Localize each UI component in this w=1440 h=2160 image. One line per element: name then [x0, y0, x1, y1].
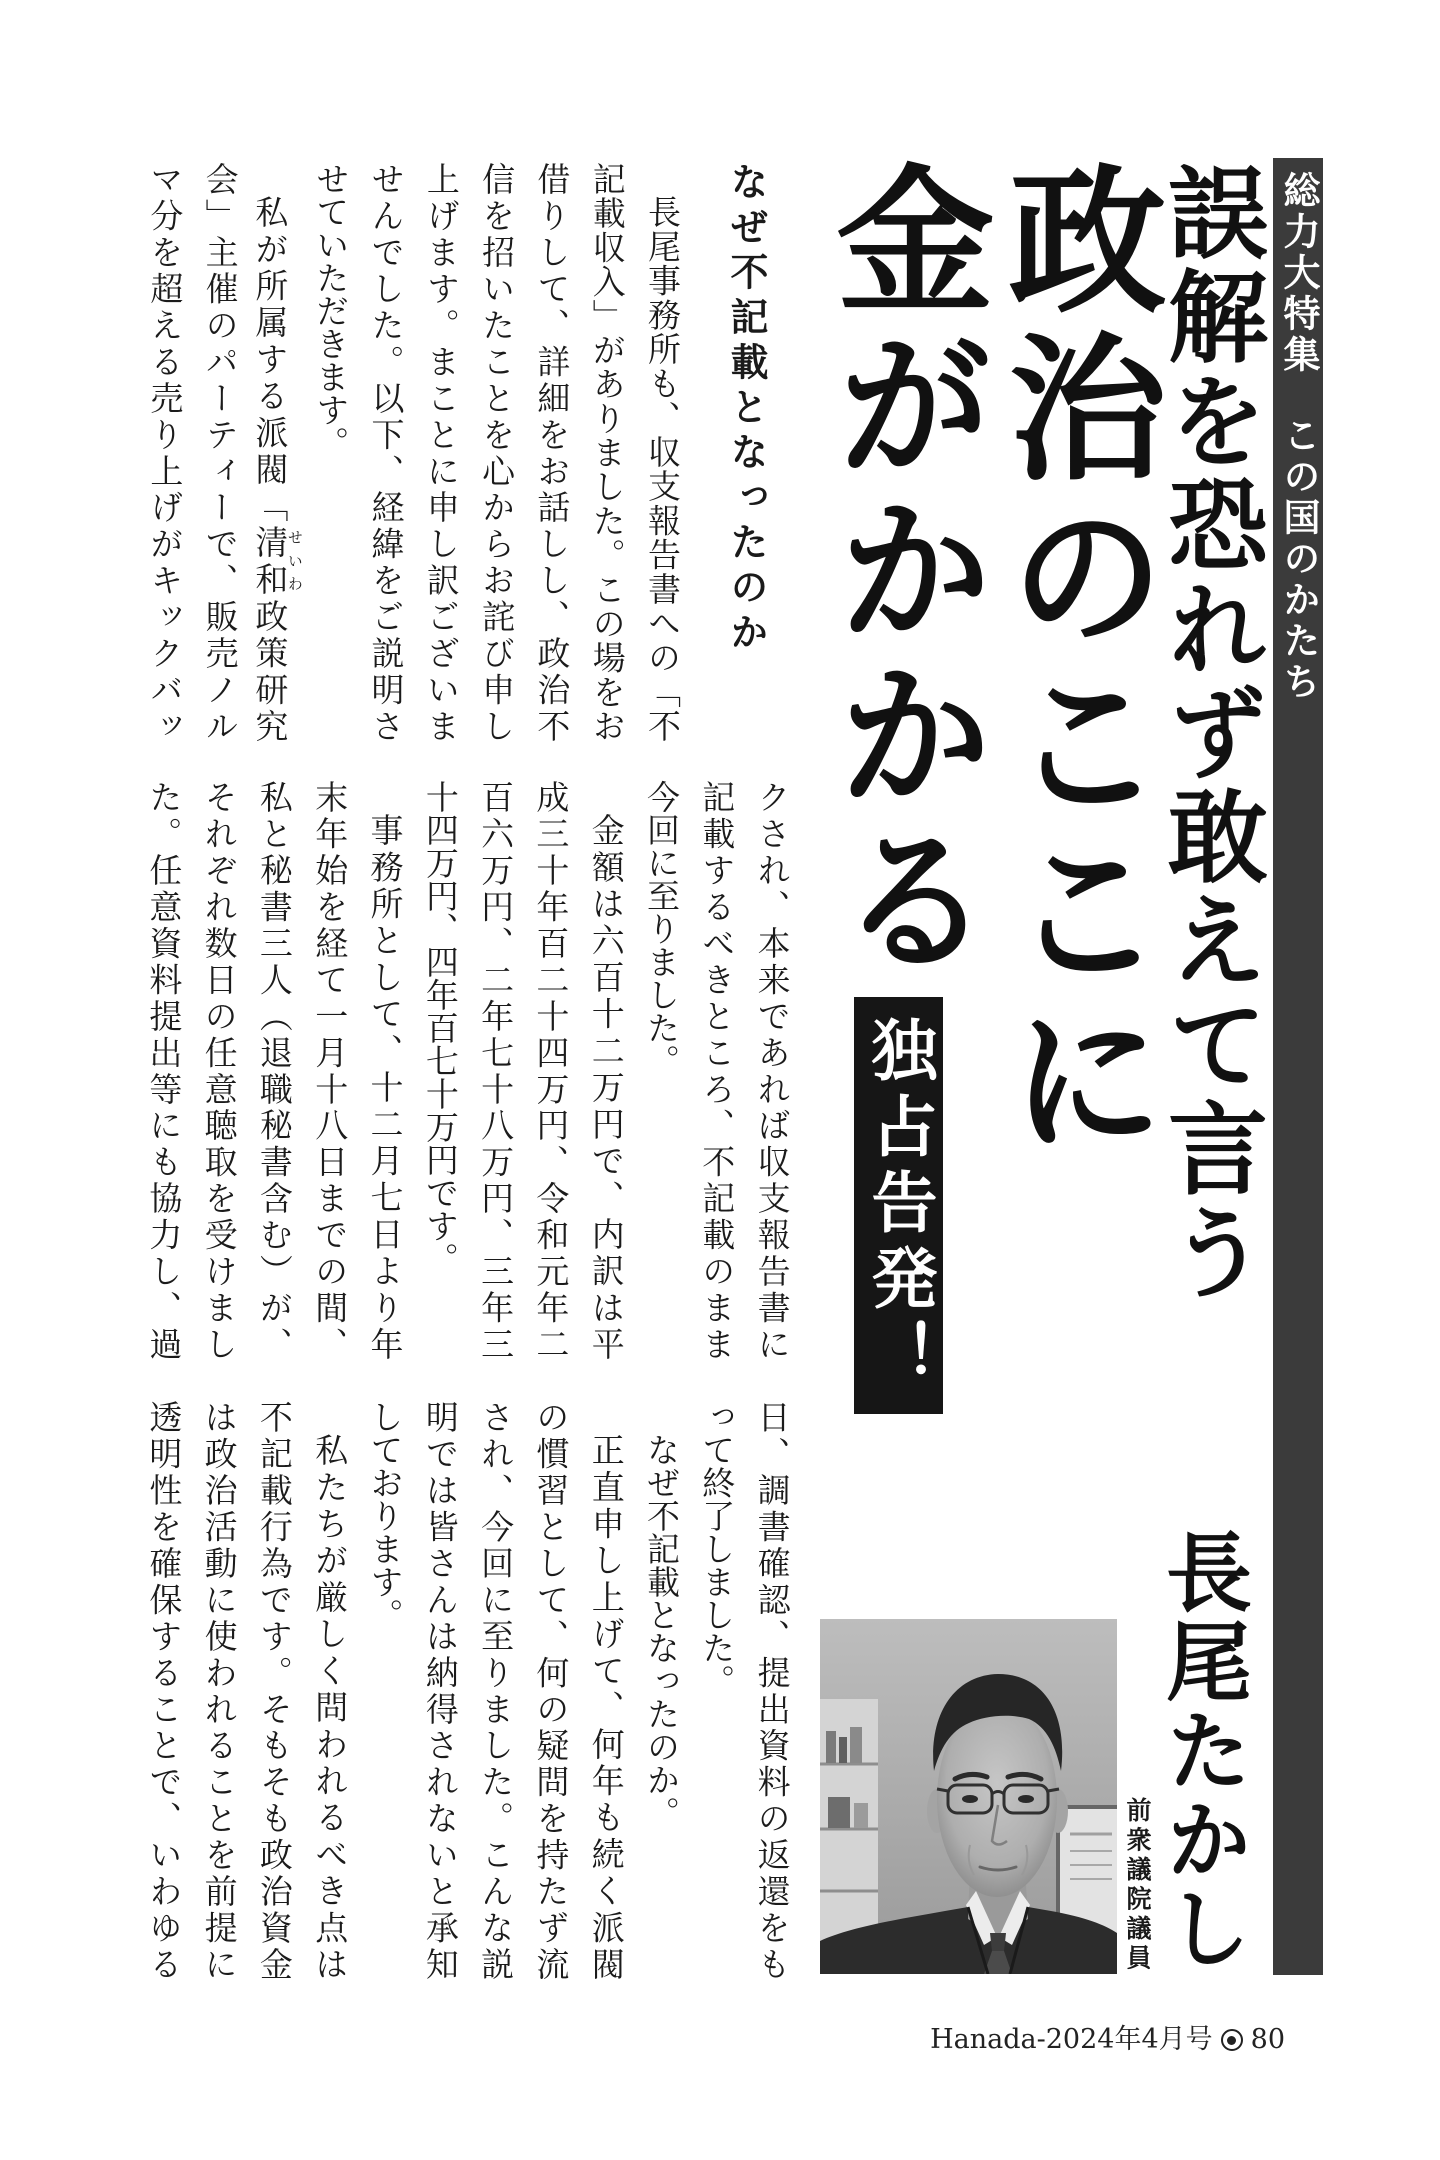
feature-title: この国のかたち — [1277, 416, 1320, 703]
article-column: 事務所として、十二月七日より年 — [365, 813, 405, 1360]
article-column: 記載収入」がありました。この場をお — [587, 162, 627, 742]
article-column: って終了しました。 — [697, 1400, 737, 1697]
article-column: の慣習として、何の疑問を持たず流 — [531, 1400, 571, 1980]
headline-line-2: 政治のここに — [982, 158, 1166, 1166]
article-column: 百六万円、二年七十八万円、三年三 — [476, 780, 516, 1360]
article-column: た。任意資料提出等にも協力し、過 — [144, 780, 184, 1360]
article-column: 不記載行為です。そもそも政治資金 — [254, 1400, 294, 1980]
ruby-reading: せいわ — [285, 525, 304, 596]
article-subheading: なぜ不記載となったのか — [724, 162, 768, 657]
author-photo — [820, 1619, 1117, 1974]
article-column: せていただきます。 — [311, 162, 351, 459]
article-column: 正直申し上げて、何年も続く派閥 — [586, 1433, 626, 1980]
circled-dot-icon — [1221, 2029, 1243, 2051]
article-lower-block — [136, 1400, 800, 1980]
article-column: なぜ不記載となったのか。 — [642, 1433, 681, 1829]
author-name: 長尾たかし — [1151, 1528, 1252, 1973]
article-column: 明では皆さんは納得されないと承知 — [420, 1400, 460, 1980]
article-column: マ分を超える売り上げがキックバッ — [145, 162, 185, 742]
article-column: 私たちが厳しく問われるべき点は — [310, 1433, 350, 1980]
column-text: 私が所属する派閥「 — [250, 195, 290, 526]
ruby-annotation — [250, 525, 304, 599]
article-column: 長尾事務所も、収支報告書への「不 — [643, 195, 682, 742]
article-column: せんでした。以下、経緯をご説明さ — [366, 162, 406, 742]
article-column: 透明性を確保することで、いわゆる — [144, 1400, 184, 1980]
column-text: 政策研究 — [250, 598, 290, 743]
article-column: 私と秘書三人（退職秘書含む）が、 — [254, 780, 294, 1360]
article-column: 日、調書確認、提出資料の返還をも — [752, 1400, 792, 1980]
article-column-with-ruby — [248, 162, 303, 742]
article-column: 借りして、詳細をお話しし、政治不 — [532, 162, 572, 742]
ruby-base: 清和 — [250, 525, 290, 599]
feature-label: 総力大特集 — [1277, 171, 1320, 376]
magazine-issue: Hanada-2024年4月号 — [930, 2024, 1213, 2055]
article-column: 金額は六百十二万円で、内訳は平 — [586, 813, 626, 1360]
article-column: 記載するべきところ、不記載のまま — [697, 780, 737, 1360]
author-portrait-image — [820, 1619, 1117, 1974]
page-footer — [930, 2022, 1285, 2058]
article-column: 末年始を経て一月十八日までの間、 — [310, 780, 350, 1360]
article-column: 今回に至りました。 — [642, 780, 681, 1077]
article-column: それぞれ数日の任意聴取を受けまし — [199, 780, 239, 1360]
article-column: 上げます。まことに申し訳ございま — [421, 162, 461, 743]
article-column: 会」主催のパーティーで、販売ノル — [200, 162, 240, 742]
article-column: しております。 — [365, 1400, 405, 1631]
article-column: 十四万円、四年百七十万円です。 — [420, 780, 460, 1275]
article-column: クされ、本来であれば収支報告書に — [752, 780, 792, 1360]
article-middle-block — [136, 780, 800, 1360]
headline-line-3: 金がかかる — [810, 158, 994, 983]
article-upper-block — [137, 162, 690, 742]
headline-line-1: 誤解を恐れず敢えて言う — [1151, 161, 1268, 1305]
article-column: は政治活動に使われることを前提に — [199, 1400, 239, 1980]
article-column: 成三十年百二十四万円、令和元年二 — [531, 780, 571, 1360]
article-column: され、今回に至りました。こんな説 — [476, 1400, 516, 1980]
author-title: 前衆議院議員 — [1123, 1797, 1152, 1974]
exclusive-badge: 独占告発！ — [854, 997, 943, 1414]
feature-strip — [1273, 158, 1323, 1975]
page-number: 80 — [1250, 2024, 1285, 2055]
article-column: 信を招いたことを心からお詫び申し — [477, 162, 517, 742]
